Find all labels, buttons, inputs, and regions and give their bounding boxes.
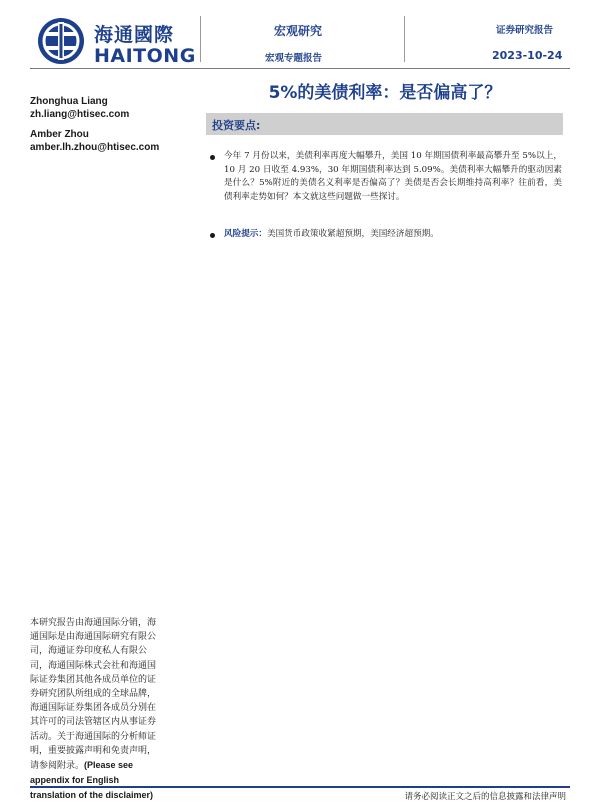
summary-heading: 投资要点:	[212, 119, 261, 132]
report-category: 宏观研究	[274, 24, 323, 38]
report-type: 证券研究报告	[496, 25, 554, 36]
author-name: Amber Zhou	[30, 129, 89, 140]
footer-notice: 请务必阅读正文之后的信息披露和法律声明	[404, 792, 566, 802]
bullet-icon	[210, 155, 215, 160]
author-name: Zhonghua Liang	[30, 96, 108, 107]
disclaimer-chinese: 本研究报告由海通国际分销，海通国际是由海通国际研究有限公司，海通证券印度私人有限公司，海通国际株式会社和海通国际证券集团其他各成员单位的证券研究团队所组成的全球品牌，海通国际证券集团各成员分别在其许可的司法管辖区内从事证券活动。关于海通国际的分析师证明，重要披露声明和免责声明，请参阅附录。	[30, 618, 157, 772]
summary-bullet-text: 今年 7 月份以来，美债利率再度大幅攀升，美国 10 年期国债利率最高攀升至 5%以上，10 月 20 日收至 4.93%，30 年期国债利率达到 5.09%。美债利率大幅攀升的驱动因素是什么？5%附近的美债名义利率是否偏高了？美债是否会长期维持高利率？往前看，美债利率走势如何？本文就这些问题做一些探讨。	[224, 151, 562, 202]
report-subcategory: 宏观专题报告	[265, 53, 323, 64]
logo-english-text: HAITONG	[94, 45, 196, 67]
disclaimer	[30, 616, 164, 804]
risk-bullet	[210, 228, 562, 242]
haitong-emblem-icon	[36, 16, 86, 66]
header-divider	[404, 16, 405, 62]
author-entry	[30, 129, 159, 154]
author-email[interactable]: amber.lh.zhou@htisec.com	[30, 141, 160, 153]
author-entry	[30, 96, 159, 121]
summary-heading-bar	[206, 113, 563, 135]
report-title: 5%的美债利率：是否偏高了？	[268, 83, 502, 103]
haitong-logo	[36, 14, 196, 68]
logo-chinese-text: 海通國際	[94, 24, 175, 46]
disclaimer-english: (Please see appendix for English translation of the disclaimer)	[30, 760, 154, 801]
report-date: 2023-10-24	[492, 49, 563, 62]
footer-rule	[30, 786, 570, 788]
risk-text: 美国货币政策收紧超预期，美国经济超预期。	[266, 229, 439, 239]
author-email[interactable]: zh.liang@htisec.com	[30, 108, 130, 120]
summary-bullet	[210, 150, 562, 204]
header-rule	[30, 68, 570, 69]
header-divider	[200, 16, 201, 62]
risk-bullet-text	[224, 228, 562, 242]
author-list	[30, 96, 159, 162]
bullet-icon	[210, 233, 215, 238]
risk-label: 风险提示：	[224, 229, 267, 239]
